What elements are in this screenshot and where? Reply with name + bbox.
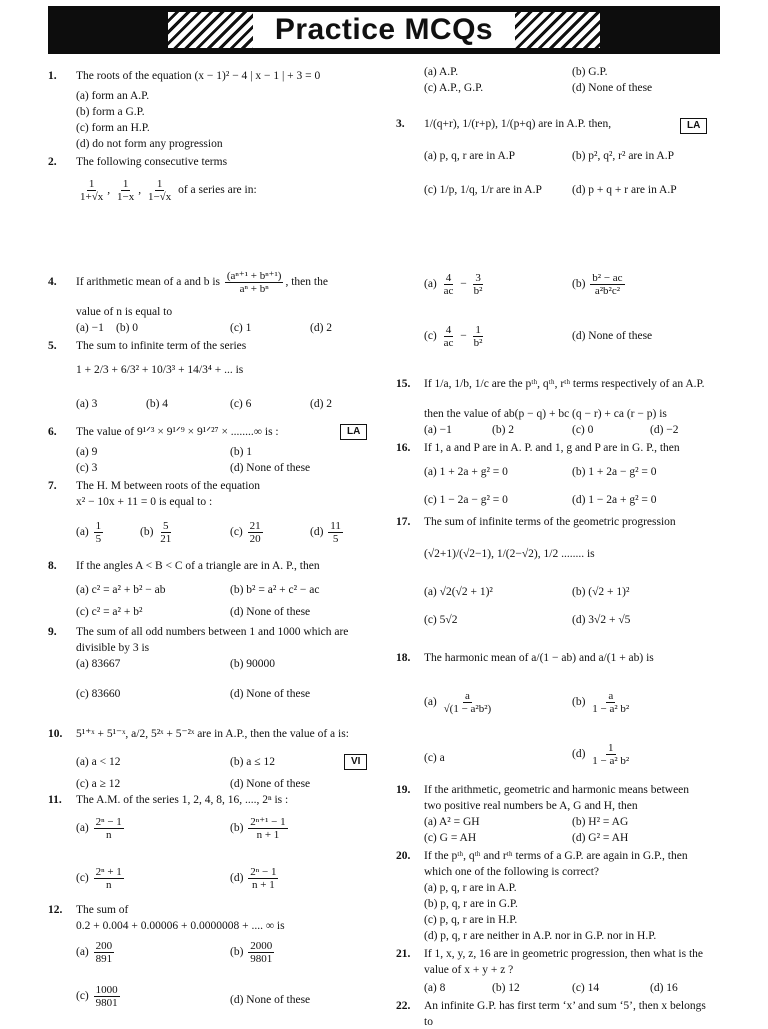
option-b[interactable]: (b) $\frac{\text{2ⁿ⁺¹ − 1}}{n + 1}$	[230, 816, 286, 842]
option-a[interactable]: (a) A.P.	[424, 66, 459, 78]
fraction: $\frac{1}{1-√x}$	[147, 178, 172, 204]
option-d[interactable]: (d) $\frac{1}{\text{1 − a² b²}}$	[572, 742, 630, 768]
option-b[interactable]: (b) $\frac{2000}{9801}$	[230, 940, 273, 966]
option-b[interactable]: (b) form a G.P.	[76, 106, 145, 118]
question-number: 12.	[48, 904, 63, 916]
option-b[interactable]: (b) $\frac{5}{21}$	[140, 520, 172, 546]
question-number: 2.	[48, 156, 57, 168]
question-text-line2: 0.2 + 0.004 + 0.00006 + 0.0000008 + .... ∞ is	[76, 920, 285, 932]
option-d[interactable]: (d) 16	[650, 982, 678, 994]
option-a[interactable]: (a) c² = a² + b² − ab	[76, 584, 166, 596]
question-text-line2: two positive real numbers be A, G and H, then	[424, 800, 638, 812]
option-a[interactable]: (a) −1	[76, 322, 104, 334]
header-banner	[48, 6, 720, 54]
question-number: 20.	[396, 850, 411, 862]
option-c[interactable]: (c) 83660	[76, 688, 121, 700]
option-a[interactable]: (a) 3	[76, 398, 98, 410]
option-b[interactable]: (b) 12	[492, 982, 520, 994]
hatch-decoration	[168, 12, 258, 48]
series-terms: $\frac{1}{1+√x}$ , $\frac{1}{1-x}$ , $\frac{1}{1-√x}$ of a series are in:	[80, 178, 257, 204]
option-d[interactable]: (d) G² = AH	[572, 832, 629, 844]
option-b[interactable]: (b) p, q, r are in G.P.	[424, 898, 518, 910]
option-c[interactable]: (c) 6	[230, 398, 252, 410]
fraction: $\frac{1}{1+√x}$	[80, 178, 104, 204]
question-number: 5.	[48, 340, 57, 352]
option-c[interactable]: (c) 1/p, 1/q, 1/r are in A.P	[424, 184, 542, 196]
question-text-line2: x² − 10x + 11 = 0 is equal to :	[76, 496, 213, 508]
option-c[interactable]: (c) 1 − 2a − g² = 0	[424, 494, 508, 506]
question-text: If the angles A < B < C of a triangle are in A. P., then	[76, 560, 320, 572]
question-number: 3.	[396, 118, 405, 130]
option-d[interactable]: (d) do not form any progression	[76, 138, 223, 150]
question-text: The harmonic mean of a/(1 − ab) and a/(1 + ab) is	[424, 652, 654, 664]
fraction: $\frac{1}{1-x}$	[117, 178, 135, 204]
option-d[interactable]: (d) $\frac{\text{2ⁿ − 1}}{n + 1}$	[230, 866, 277, 892]
option-a[interactable]: (a) 1 + 2a + g² = 0	[424, 466, 508, 478]
title-box	[253, 12, 515, 48]
option-c[interactable]: (c) $\frac{4}{ac}$ − $\frac{1}{\text{b²}}$	[424, 324, 483, 350]
question-number: 7.	[48, 480, 57, 492]
question-number: 6.	[48, 426, 57, 438]
option-b[interactable]: (b) G.P.	[572, 66, 608, 78]
option-a[interactable]: (a) √2(√2 + 1)²	[424, 586, 493, 598]
option-b[interactable]: (b) 90000	[230, 658, 276, 670]
option-a[interactable]: (a) $\frac{a}{\text{√(1 − a²b²)}}$	[424, 690, 492, 716]
option-b[interactable]: (b) b² = a² + c² − ac	[230, 584, 320, 596]
question-text: If 1, a and P are in A. P. and 1, g and P are in G. P., then	[424, 442, 680, 454]
question-number: 19.	[396, 784, 411, 796]
question-text: The sum of all odd numbers between 1 and 1000 which are	[76, 626, 349, 638]
option-a[interactable]: (a) $\frac{4}{ac}$ − $\frac{3}{\text{b²}}$	[424, 272, 483, 298]
question-number: 22.	[396, 1000, 411, 1012]
option-a[interactable]: (a) $\frac{200}{891}$	[76, 940, 113, 966]
option-a[interactable]: (a) a < 12	[76, 756, 121, 768]
option-d[interactable]: (d) p, q, r are neither in A.P. nor in G.P. nor in H.P.	[424, 930, 657, 942]
question-number: 18.	[396, 652, 411, 664]
question-text: The H. M between roots of the equation	[76, 480, 260, 492]
series-expression: 1 + 2/3 + 6/3² + 10/3³ + 14/3⁴ + ... is	[76, 364, 244, 376]
question-text: If the pᵗʰ, qᵗʰ and rᵗʰ terms of a G.P. are again in G.P., then	[424, 850, 688, 862]
option-a[interactable]: (a) A² = GH	[424, 816, 480, 828]
option-c[interactable]: (c) $\frac{\text{2ⁿ + 1}}{n}$	[76, 866, 122, 892]
option-a[interactable]: (a) 9	[76, 446, 98, 458]
tag-la: LA	[340, 424, 367, 440]
question-number: 16.	[396, 442, 411, 454]
question-number: 10.	[48, 728, 63, 740]
option-c[interactable]: (c) p, q, r are in H.P.	[424, 914, 518, 926]
question-number: 15.	[396, 378, 411, 390]
option-b[interactable]: (b) p², q², r² are in A.P	[572, 150, 675, 162]
question-text-line2: to	[424, 1016, 433, 1028]
option-d[interactable]: (d) None of these	[230, 462, 311, 474]
option-c[interactable]: (c) 1	[230, 322, 252, 334]
question-text-line2: value of x + y + z ?	[424, 964, 514, 976]
question-text-line2: which one of the following is correct?	[424, 866, 599, 878]
option-a[interactable]: (a) $\frac{\text{2ⁿ − 1}}{n}$	[76, 816, 122, 842]
option-d[interactable]: (d) 3√2 + √5	[572, 614, 631, 626]
tag-vi: VI	[344, 754, 367, 770]
option-b[interactable]: (b) 1	[230, 446, 253, 458]
question-text: The A.M. of the series 1, 2, 4, 8, 16, ...., 2ⁿ is :	[76, 794, 289, 806]
option-a[interactable]: (a) p, q, r are in A.P.	[424, 882, 517, 894]
option-a[interactable]: (a) $\frac{1}{5}$	[76, 520, 102, 546]
question-number: 1.	[48, 70, 57, 82]
option-b[interactable]: (b) 2	[492, 424, 515, 436]
option-c[interactable]: (c) 3	[76, 462, 98, 474]
option-c[interactable]: (c) c² = a² + b²	[76, 606, 143, 618]
option-c[interactable]: (c) G = AH	[424, 832, 477, 844]
option-d[interactable]: (d) 2	[310, 322, 333, 334]
option-d[interactable]: (d) 1 − 2a + g² = 0	[572, 494, 657, 506]
option-b[interactable]: (b) H² = AG	[572, 816, 629, 828]
series-expression: (√2+1)/(√2−1), 1/(2−√2), 1/2 ........ is	[424, 548, 595, 560]
option-b[interactable]: (b) 1 + 2a − g² = 0	[572, 466, 657, 478]
option-c[interactable]: (c) form an H.P.	[76, 122, 150, 134]
option-b[interactable]: (b) 4	[146, 398, 169, 410]
option-b[interactable]: (b) $\frac{a}{\text{1 − a² b²}}$	[572, 690, 630, 716]
option-d[interactable]: (d) None of these	[572, 330, 653, 342]
question-text: 5¹⁺ˣ + 5¹⁻ˣ, a/2, 5²ˣ + 5⁻²ˣ are in A.P., then the value of a is:	[76, 728, 349, 740]
option-c[interactable]: (c) $\frac{1000}{9801}$	[76, 984, 118, 1010]
question-text: 1/(q+r), 1/(r+p), 1/(p+q) are in A.P. then,	[424, 118, 612, 130]
question-text: If 1/a, 1/b, 1/c are the pᵗʰ, qᵗʰ, rᵗʰ terms respectively of an A.P.	[424, 378, 705, 390]
option-c[interactable]: (c) 14	[572, 982, 600, 994]
option-d[interactable]: (d) None of these	[230, 688, 311, 700]
question-text: The sum to infinite term of the series	[76, 340, 247, 352]
question-number: 11.	[48, 794, 62, 806]
option-d[interactable]: (d) p + q + r are in A.P	[572, 184, 677, 196]
question-number: 4.	[48, 276, 57, 288]
question-text: An infinite G.P. has first term ‘x’ and sum ‘5’, then x belongs	[424, 1000, 706, 1012]
option-d[interactable]: (d) $\frac{11}{5}$	[310, 520, 341, 546]
question-number: 21.	[396, 948, 411, 960]
question-text-line2: value of n is equal to	[76, 306, 173, 318]
question-text: If arithmetic mean of a and b is $\frac{\text{(aⁿ⁺¹ + bⁿ⁺¹)}}{\text{aⁿ + bⁿ}}$ , then the	[76, 270, 328, 296]
question-text: If the arithmetic, geometric and harmonic means between	[424, 784, 690, 796]
option-c[interactable]: (c) $\frac{21}{20}$	[230, 520, 261, 546]
option-d[interactable]: (d) 2	[310, 398, 333, 410]
option-d[interactable]: (d) None of these	[572, 82, 653, 94]
option-a[interactable]: (a) 83667	[76, 658, 121, 670]
option-a[interactable]: (a) −1	[424, 424, 452, 436]
option-c[interactable]: (c) A.P., G.P.	[424, 82, 484, 94]
question-text: The sum of	[76, 904, 129, 916]
option-c[interactable]: (c) 0	[572, 424, 594, 436]
option-a[interactable]: (a) p, q, r are in A.P	[424, 150, 516, 162]
option-b[interactable]: (b) 0	[116, 322, 139, 334]
question-number: 8.	[48, 560, 57, 572]
option-d[interactable]: (d) −2	[650, 424, 679, 436]
question-number: 17.	[396, 516, 411, 528]
option-c[interactable]: (c) a	[424, 752, 445, 764]
question-text: If 1, x, y, z, 16 are in geometric progression, then what is the	[424, 948, 704, 960]
option-b[interactable]: (b) a ≤ 12	[230, 756, 275, 768]
question-text: The value of 9¹ᐟ³ × 9¹ᐟ⁹ × 9¹ᐟ²⁷ × ........∞ is :	[76, 426, 279, 438]
question-text: The roots of the equation (x − 1)² − 4 | x − 1 | + 3 = 0	[76, 70, 321, 82]
question-text-line2: divisible by 3 is	[76, 642, 150, 654]
tag-la: LA	[680, 118, 707, 134]
question-text: The following consecutive terms	[76, 156, 228, 168]
question-number: 9.	[48, 626, 57, 638]
option-a[interactable]: (a) form an A.P.	[76, 90, 150, 102]
option-a[interactable]: (a) 8	[424, 982, 446, 994]
option-b[interactable]: (b) (√2 + 1)²	[572, 586, 630, 598]
page-title: Practice MCQs	[274, 12, 494, 46]
option-c[interactable]: (c) 5√2	[424, 614, 458, 626]
option-b[interactable]: (b) $\frac{\text{b² − ac}}{\text{a²b²c²}}$	[572, 272, 623, 298]
option-d[interactable]: (d) None of these	[230, 606, 311, 618]
question-text-line2: then the value of ab(p − q) + bc (q − r) + ca (r − p) is	[424, 408, 667, 420]
hatch-decoration	[510, 12, 600, 48]
option-d[interactable]: (d) None of these	[230, 778, 311, 790]
question-text: The sum of infinite terms of the geometric progression	[424, 516, 676, 528]
option-d[interactable]: (d) None of these	[230, 994, 311, 1006]
option-c[interactable]: (c) a ≥ 12	[76, 778, 121, 790]
